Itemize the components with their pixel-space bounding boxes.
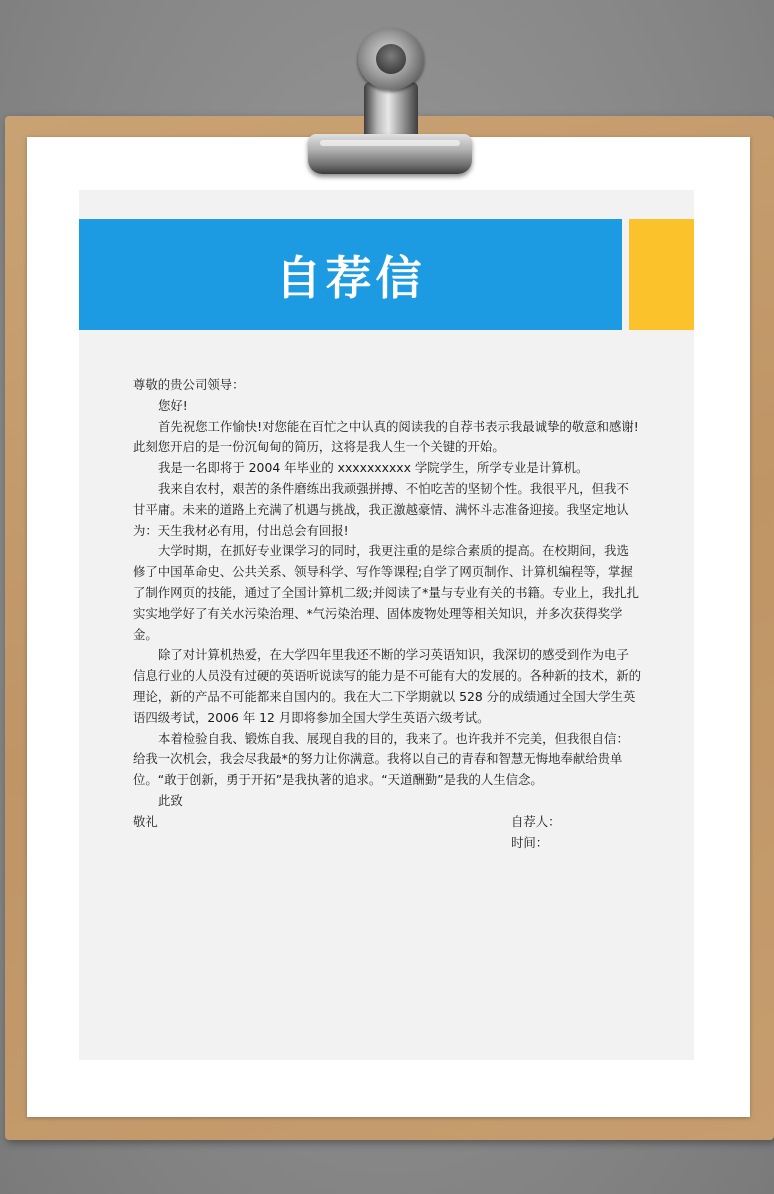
signer-label: 自荐人： [511,814,561,829]
signature-block [511,811,561,853]
paragraph-4: 大学时期，在抓好专业课学习的同时，我更注重的是综合素质的提高。在校期间，我选修了中国革命史、公共关系、领导科学、写作等课程;自学了网页制作、计算机编程等，掌握了制作网页的技能，通过了全国计算机二级;并阅读了*量与专业有关的书籍。专业上，我扎扎实实地学好了有关水污染治理、*气污染治理、固体废物处理等相关知识，并多次获得奖学金。 [133,543,639,642]
accent-block [629,219,694,330]
paragraph-1: 首先祝您工作愉快!对您能在百忙之中认真的阅读我的自荐书表示我最诚挚的敬意和感谢!此刻您开启的是一份沉甸甸的简历，这将是我人生一个关键的开始。 [133,418,639,455]
paragraph-2: 我是一名即将于 2004 年毕业的 xxxxxxxxxx 学院学生，所学专业是计算机。 [158,460,589,476]
clip-hole [376,44,406,74]
closing-line-1: 此致 [158,792,183,808]
salutation: 尊敬的贵公司领导： [133,377,245,392]
paragraph-5: 除了对计算机热爱，在大学四年里我还不断的学习英语知识，我深切的感受到作为电子信息行业的人员没有过硬的英语听说读写的能力是不可能有大的发展的。各种新的技术，新的理论，新的产品不可能都来自国内的。我在大二下学期就以 528 分的成绩通过全国大学生英语四级考试，2006 年 12 月即将参加全国大学生英语六级考试。 [133,647,642,725]
title-banner [79,219,622,330]
page-title: 自荐信 [275,250,426,305]
date-label: 时间： [511,835,549,850]
binder-clip-icon [300,22,480,182]
greeting: 您好! [158,397,188,413]
paragraph-3: 我来自农村，艰苦的条件磨练出我顽强拼搏、不怕吃苦的坚韧个性。我很平凡，但我不甘平庸。未来的道路上充满了机遇与挑战，我正激越豪情、满怀斗志准备迎接。我坚定地认为：天生我材必有用，付出总会有回报! [133,480,629,538]
letter-body [133,375,641,833]
closing-line-2: 敬礼 [133,813,158,829]
paragraph-6: 本着检验自我、锻炼自我、展现自我的目的，我来了。也许我并不完美，但我很自信：给我一次机会，我会尽我最*的努力让你满意。我将以自己的青春和智慧无悔地奉献给贵单位。“敢于创新，勇于开拓”是我执著的追求。“天道酬勤”是我的人生信念。 [133,730,629,788]
clip-shine [320,140,460,146]
